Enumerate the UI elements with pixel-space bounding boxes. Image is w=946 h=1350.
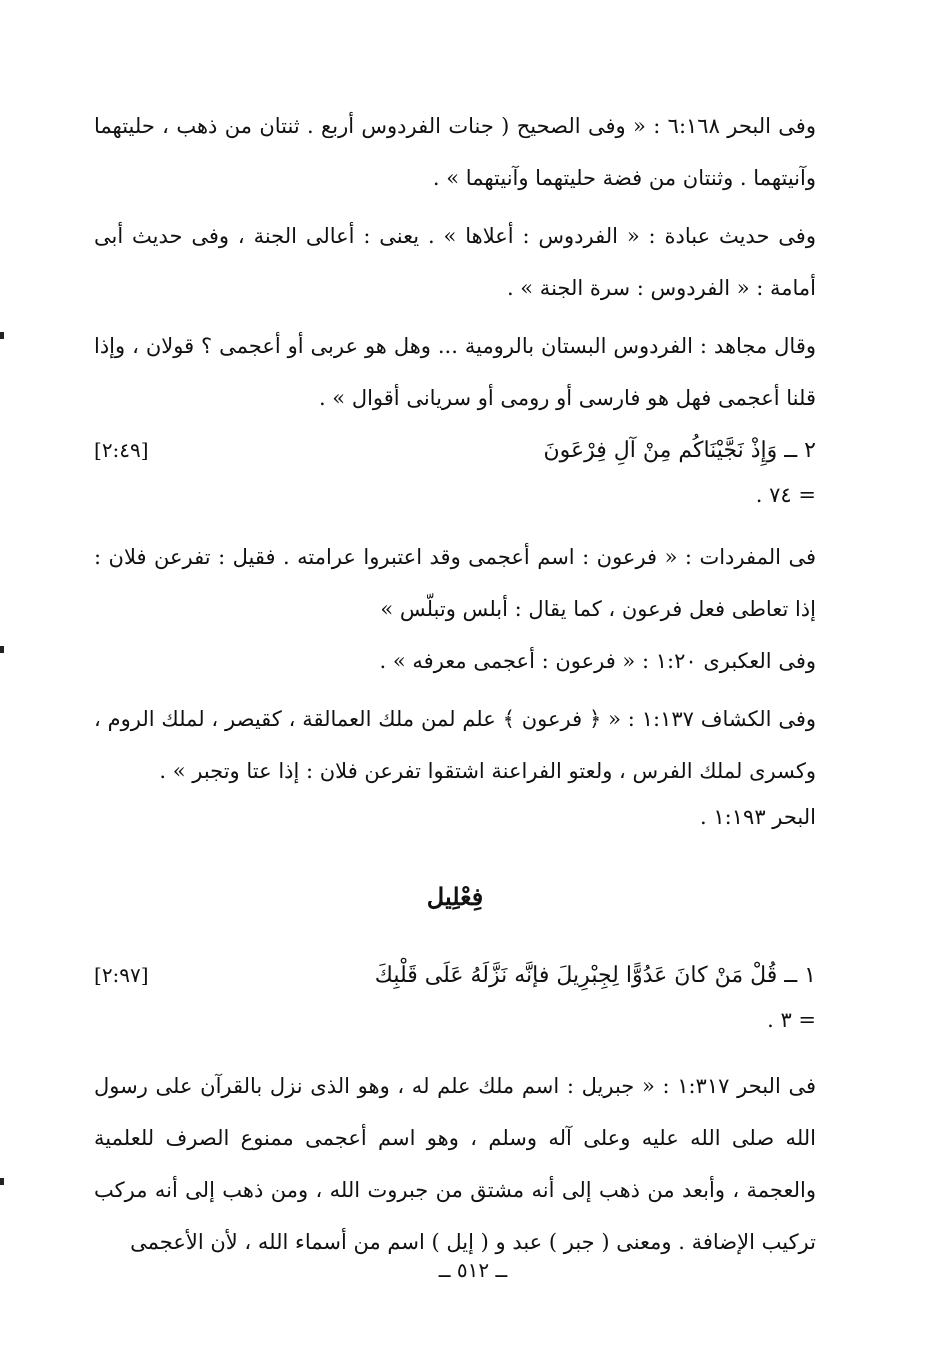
- paragraph-ukbari: وفى العكبرى ١:٢٠ : « فرعون : أعجمى معرفه » .: [379, 649, 816, 673]
- paragraph-bahr-firdaws: وفى البحر ٦:١٦٨ : « وفى الصحيح ( جنات الفردوس أربع . ثنتان من ذهب ، حليتهما وآنيتهما . وثنتان من فضة حليتهما وآنيتهما » .: [94, 114, 816, 190]
- verse-2-count: = ٧٤ .: [755, 483, 816, 507]
- verse-2: [94, 424, 816, 477]
- page-number: ــ ٥١٢ ــ: [438, 1258, 508, 1282]
- verse-2-text: ٢ ــ وَإِذْ نَجَّيْنَاكُم مِنْ آلِ فِرْعَونَ: [543, 438, 816, 463]
- page-body: [94, 100, 816, 1268]
- paragraph-jibril: فى البحر ١:٣١٧ : « جبريل : اسم ملك علم له ، وهو الذى نزل بالقرآن على رسول الله صلى الله عليه وعلى آله وسلم ، وهو اسم أعجمى ممنوع الصرف للعلمية والعجمة ، وأبعد من ذهب إلى أنه مشتق من جبروت الله ، ومن ذهب إلى أنه مركب تركيب الإضافة . ومعنى ( جبر ) عبد و ( إيل ) اسم من أسماء الله ، لأن الأعجمى: [94, 1074, 816, 1254]
- margin-mark: [0, 332, 4, 339]
- verse-1-count: = ٣ .: [767, 1008, 816, 1032]
- verse-1: [94, 949, 816, 1002]
- margin-mark: [0, 1178, 4, 1185]
- paragraph-bahr-reference: البحر ١:١٩٣ .: [700, 805, 816, 829]
- paragraph-kashshaf: وفى الكشاف ١:١٣٧ : « ﴿ فرعون ﴾ علم لمن ملك العمالقة ، كقيصر ، لملك الروم ، وكسرى لملك الفرس ، ولعتو الفراعنة اشتقوا تفرعن فلان : إذا عتا وتجبر » .: [94, 707, 816, 783]
- paragraph-hadith-ubada: وفى حديث عبادة : « الفردوس : أعلاها » . يعنى : أعالى الجنة ، وفى حديث أبى أمامة : « الفردوس : سرة الجنة » .: [94, 224, 816, 300]
- verse-1-text: ١ ــ قُلْ مَنْ كانَ عَدُوًّا لِجِبْرِيلَ فإنَّه نَزَّلَهُ عَلَى قَلْبِكَ: [374, 963, 816, 988]
- paragraph-mujahid: وقال مجاهد : الفردوس البستان بالرومية ... وهل هو عربى أو أعجمى ؟ قولان ، وإذا قلنا أعجمى فهل هو فارسى أو رومى أو سريانى أقوال » .: [94, 334, 816, 410]
- margin-mark: [0, 646, 4, 653]
- section-heading: فِعْلِيل: [426, 882, 484, 911]
- verse-2-reference: [٢:٤٩]: [94, 438, 149, 462]
- paragraph-mufradat: فى المفردات : « فرعون : اسم أعجمى وقد اعتبروا عرامته . فقيل : تفرعن فلان : إذا تعاطى فعل فرعون ، كما يقال : أبلس وتبلّس »: [94, 545, 816, 621]
- verse-1-reference: [٢:٩٧]: [94, 963, 149, 987]
